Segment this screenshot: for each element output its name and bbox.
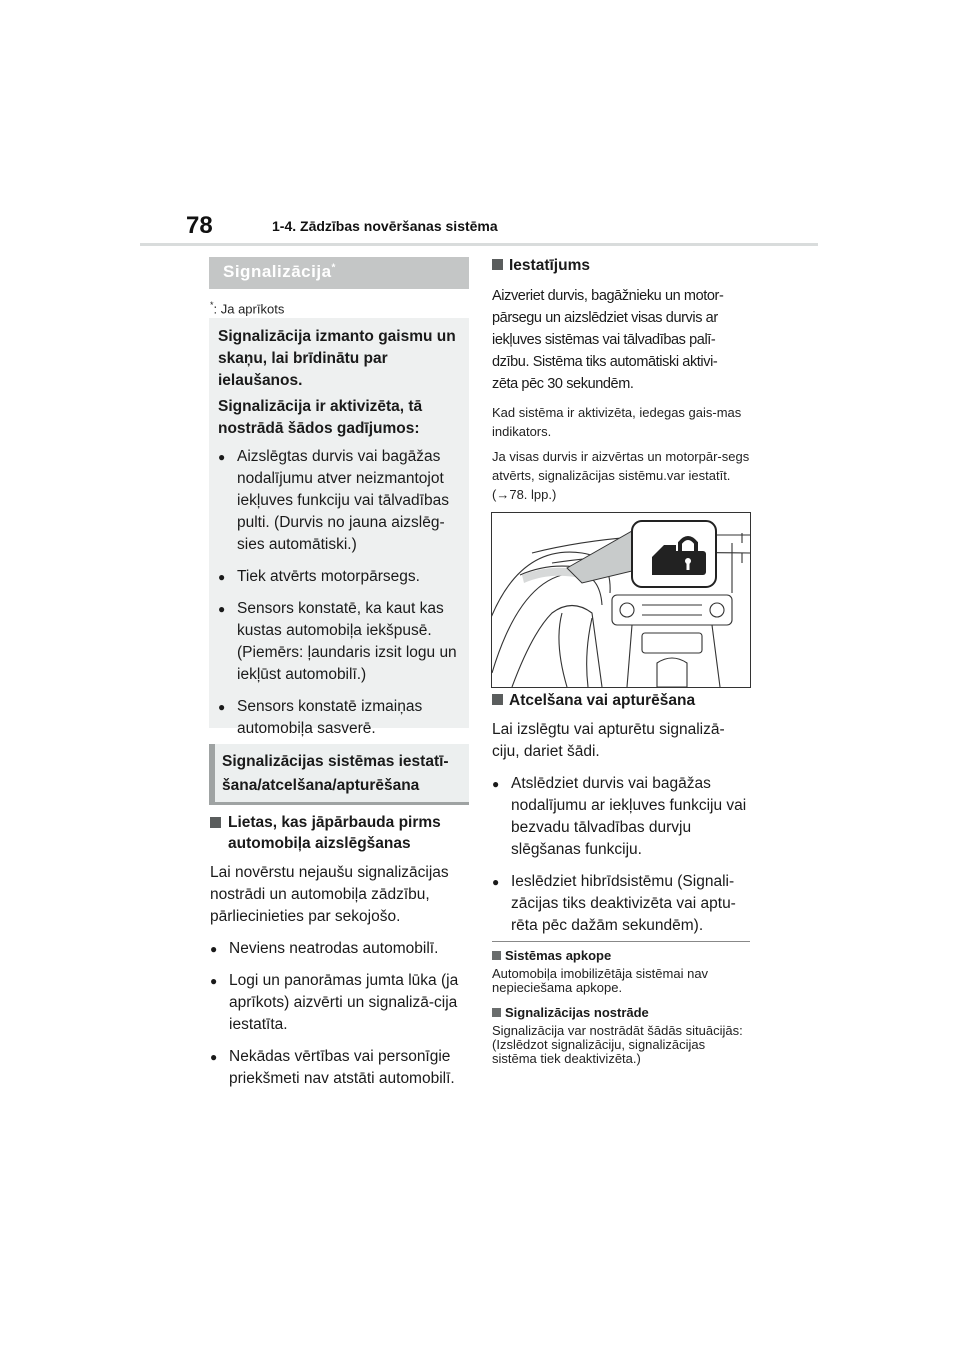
footnote-mark: * — [210, 300, 214, 310]
list-item: ● Sensors konstatē, ka kaut kas kustas automobiļa iekšpusē. (Piemērs: ļaundaris izsit logu un iekļūst automobilī.) — [218, 598, 463, 686]
check-before-lock — [210, 812, 472, 1100]
footnote-text: : Ja aprīkots — [213, 301, 285, 317]
cancel-list — [492, 773, 754, 937]
section-title-alarm-text: Signalizācija — [223, 262, 332, 281]
setting-note-hood — [492, 447, 754, 504]
square-bullet-icon — [492, 694, 503, 705]
square-bullet-icon — [492, 1008, 501, 1017]
title-underline — [209, 802, 469, 805]
check-heading-text: Lietas, kas jāpārbauda pirms automobiļa aizslēgšanas — [228, 814, 441, 852]
notes-section — [492, 948, 750, 1066]
setting-text-line: zēta pēc 30 sekundēm. — [492, 376, 634, 392]
dashboard-drawing — [492, 513, 750, 687]
trigger-heading-text: Signalizācijas nostrāde — [505, 1005, 649, 1020]
dashboard-illustration — [491, 512, 751, 688]
section-title-bar-alarm — [209, 257, 469, 289]
section-title-alarm — [223, 262, 336, 282]
setting-note-indicator: Kad sistēma ir aktivizēta, iedegas gais-mas indikators. — [492, 405, 742, 439]
page-number: 78 — [186, 212, 213, 239]
cancel-heading — [492, 690, 754, 711]
setting-text — [492, 285, 754, 395]
alarm-intro: Signalizācija izmanto gaismu un skaņu, lai brīdinātu par ielaušanos. — [218, 328, 456, 389]
list-item: ● Sensors konstatē izmaiņas automobiļa sasverē. — [218, 696, 463, 740]
trigger-text-note: (Izslēdzot signalizāciju, signalizācijas sistēma tiek deaktivizēta.) — [492, 1037, 706, 1066]
title-accent — [209, 744, 215, 802]
alarm-activation-intro: Signalizācija ir aktivizēta, tā nostrādā šādos gadījumos: — [218, 398, 423, 437]
section-title-bar-settings — [209, 744, 469, 802]
setting-text-line: dzību. Sistēma tiks automātiski aktivi- — [492, 354, 718, 370]
section-title-settings: Signalizācijas sistēmas iestatī-šana/atcelšana/apturēšana — [222, 753, 449, 794]
note-text: Ja visas durvis ir aizvērtas un motorpār-segs atvērts, signalizācijas sistēmu.var iestatīt. ( — [492, 449, 750, 502]
chapter-title: 1-4. Zādzības novēršanas sistēma — [272, 218, 498, 234]
list-item: ● Nekādas vērtības vai personīgie priekšmeti nav atstāti automobilī. — [210, 1046, 472, 1090]
check-heading — [210, 812, 472, 854]
notes-divider — [492, 941, 750, 942]
list-item: ● Logi un panorāmas jumta lūka (ja aprīkots) aizvērti un signalizā-cija iestatīta. — [210, 970, 472, 1036]
check-text: Lai novērstu nejaušu signalizācijas nostrādi un automobiļa zādzību, pārliecinieties par sekojošo. — [210, 864, 449, 925]
header-divider — [140, 243, 818, 246]
square-bullet-icon — [492, 951, 501, 960]
maintenance-text: Automobiļa imobilizētāja sistēmai nav nepieciešama apkope. — [492, 966, 709, 995]
trigger-text: Signalizācija var nostrādāt šādās situācijās: — [492, 1023, 743, 1038]
setting-text-line: pārsegu un aizslēdziet visas durvis ar — [492, 310, 718, 326]
cancel-heading-text: Atcelšana vai apturēšana — [509, 692, 696, 709]
maintenance-heading-text: Sistēmas apkope — [505, 948, 612, 963]
cancel-stop-section — [492, 690, 754, 947]
cancel-text: Lai izslēgtu vai apturētu signalizā-ciju, dariet šādi. — [492, 721, 725, 760]
setting-section — [492, 255, 754, 504]
list-item: ● Atslēdziet durvis vai bagāžas nodalījumu ar iekļuves funkciju vai bezvadu tālvadības durvju slēgšanas funkciju. — [492, 773, 754, 861]
square-bullet-icon — [492, 259, 503, 270]
list-item: ● Neviens neatrodas automobilī. — [210, 938, 472, 960]
page-reference-link[interactable]: 78. lpp.) — [509, 487, 557, 502]
trigger-heading — [492, 1005, 750, 1020]
check-list — [210, 938, 472, 1090]
setting-text-line: iekļuves sistēmas vai tālvadības palī- — [492, 332, 716, 348]
arrow-icon: → — [496, 487, 510, 502]
maintenance-heading — [492, 948, 750, 963]
list-item: ● Tiek atvērts motorpārsegs. — [218, 566, 463, 588]
setting-text-line: Aizveriet durvis, bagāžnieku un motor- — [492, 288, 724, 304]
list-item: ● Ieslēdziet hibrīdsistēmu (Signali-zācijas tiks deaktivizēta vai aptu-rēta pēc dažām sekundēm). — [492, 871, 754, 937]
setting-heading — [492, 255, 754, 276]
list-item: ● Aizslēgtas durvis vai bagāžas nodalījumu atver neizmantojot iekļuves funkciju vai tālvadības pulti. (Durvis no jauna aizslēg-sies automātiski.) — [218, 446, 463, 556]
setting-heading-text: Iestatījums — [509, 257, 590, 274]
equipped-mark: * — [331, 262, 336, 274]
alarm-trigger-list — [218, 446, 463, 750]
square-bullet-icon — [210, 817, 221, 828]
footnote — [210, 300, 284, 316]
alarm-info-box — [209, 318, 469, 737]
